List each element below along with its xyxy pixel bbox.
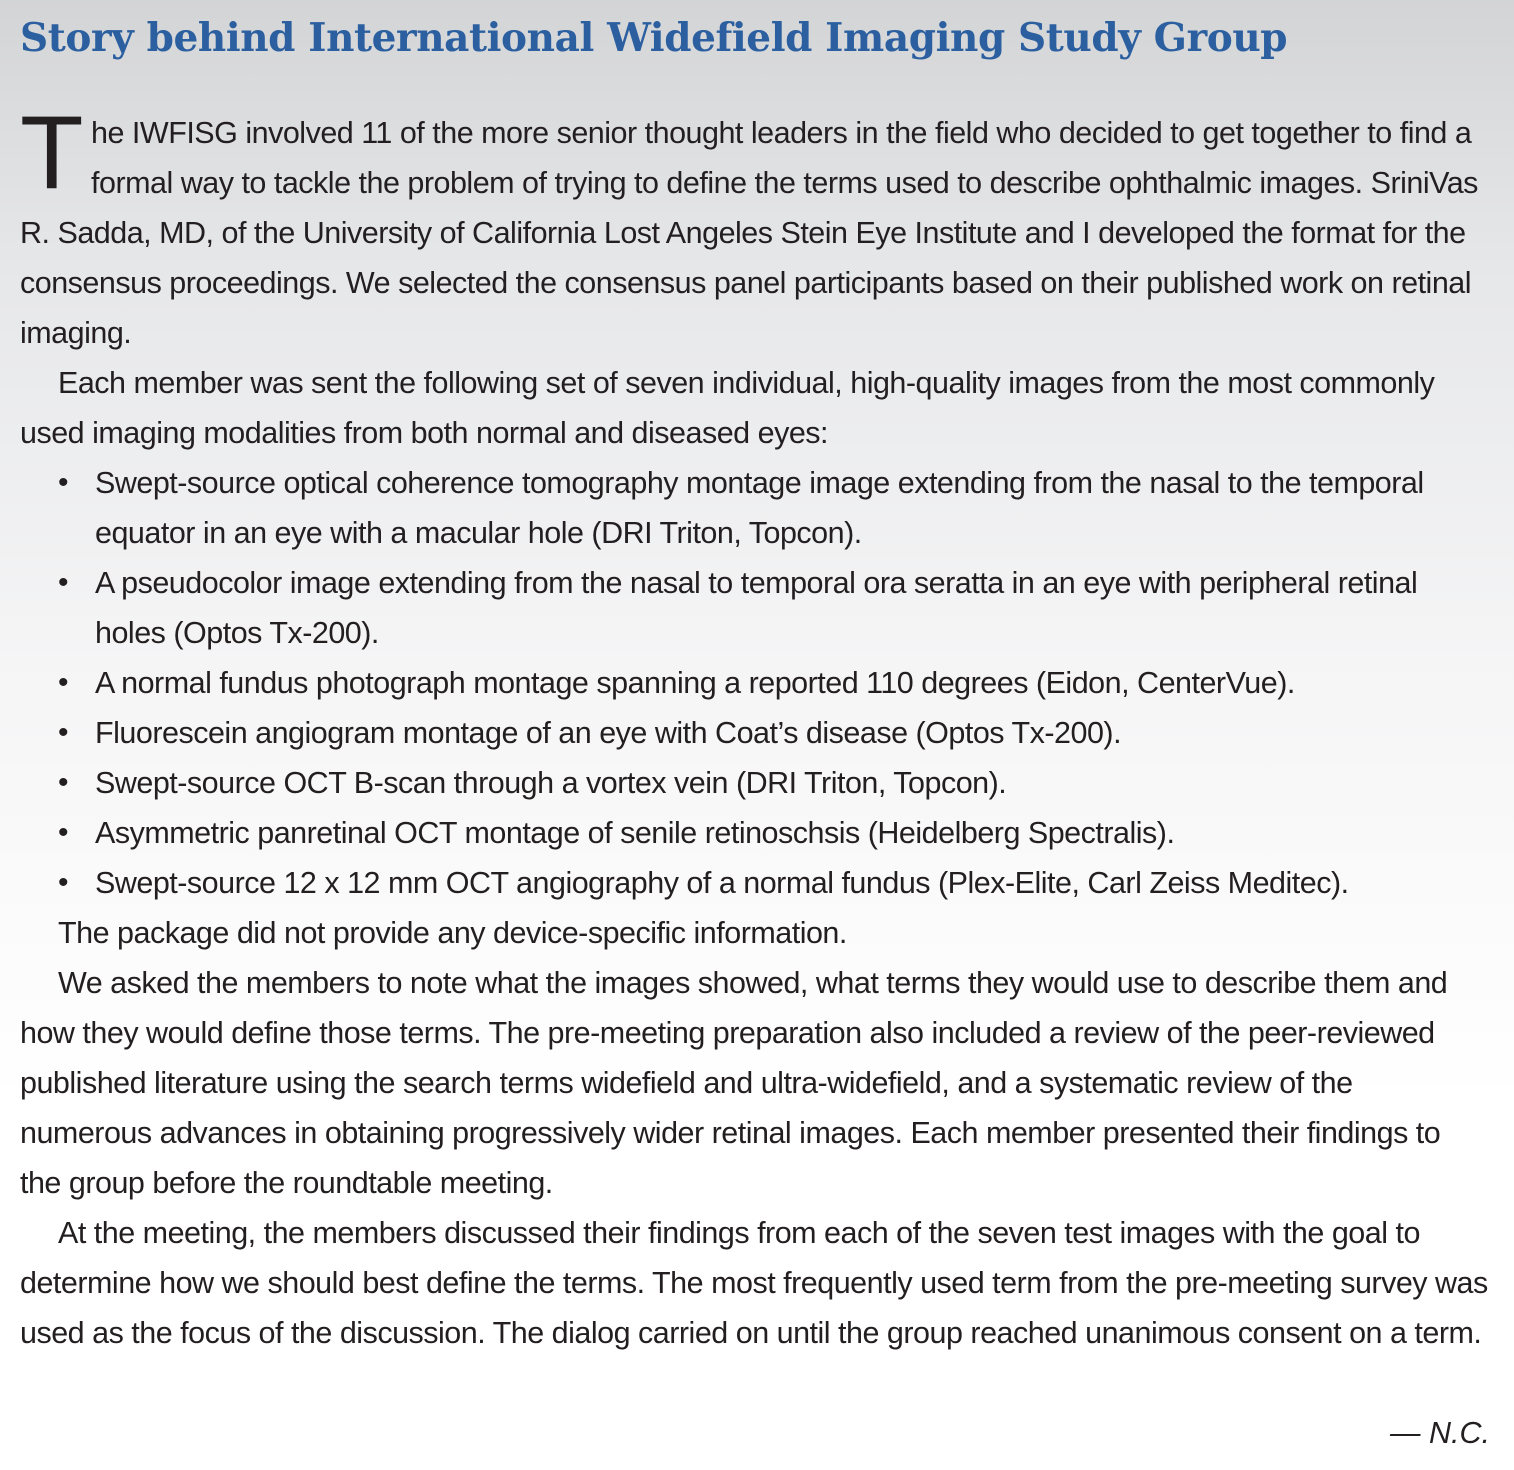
list-item: • Swept-source optical coherence tomography montage image extending from the nasal to the temporal equator in an eye with a macular hole (DRI Triton, Topcon). — [20, 458, 1488, 558]
images-intro-paragraph: Each member was sent the following set of seven individual, high-quality images from the most commonly used imaging modalities from both normal and diseased eyes: — [20, 366, 1435, 450]
article-body — [20, 95, 1488, 1358]
list-item: • Asymmetric panretinal OCT montage of senile retinoschsis (Heidelberg Spectralis). — [20, 808, 1488, 858]
list-item: • Swept-source 12 x 12 mm OCT angiography of a normal fundus (Plex-Elite, Carl Zeiss Meditec). — [20, 858, 1488, 908]
intro-paragraph — [20, 95, 1488, 358]
drop-cap: T — [20, 95, 84, 211]
image-list — [20, 458, 1488, 908]
bullet-icon: • — [58, 466, 69, 499]
bullet-icon: • — [58, 666, 69, 699]
bullet-icon: • — [58, 866, 69, 899]
package-paragraph: The package did not provide any device-specific information. — [58, 916, 847, 950]
bullet-icon: • — [58, 566, 69, 599]
bullet-icon: • — [58, 816, 69, 849]
box-title: Story behind International Widefield Imaging Study Group — [20, 15, 1288, 61]
list-item: • Fluorescein angiogram montage of an eye with Coat’s disease (Optos Tx-200). — [20, 708, 1488, 758]
list-item: • A pseudocolor image extending from the nasal to temporal ora seratta in an eye with peripheral retinal holes (Optos Tx-200). — [20, 558, 1488, 658]
method-paragraph: We asked the members to note what the images showed, what terms they would use to describe them and how they would define those terms. The pre-meeting preparation also included a review of the peer-reviewed published literature using the search terms widefield and ultra-widefield, and a systematic review of the numerous advances in obtaining progressively wider retinal images. Each member presented their findings to the group before the roundtable meeting. — [20, 966, 1448, 1200]
bullet-icon: • — [58, 716, 69, 749]
meeting-paragraph: At the meeting, the members discussed their findings from each of the seven test images with the goal to determine how we should best define the terms. The most frequently used term from the pre-meeting survey was used as the focus of the discussion. The dialog carried on until the group reached unanimous consent on a term. — [20, 1216, 1488, 1350]
bullet-icon: • — [58, 766, 69, 799]
list-item: • A normal fundus photograph montage spanning a reported 110 degrees (Eidon, CenterVue). — [20, 658, 1488, 708]
author-signature: — N.C. — [1390, 1416, 1490, 1450]
list-item: • Swept-source OCT B-scan through a vortex vein (DRI Triton, Topcon). — [20, 758, 1488, 808]
intro-paragraph-text: he IWFISG involved 11 of the more senior thought leaders in the field who decided to get together to find a formal way to tackle the problem of trying to define the terms used to describe ophthalmic images. SriniVas R. Sadda, MD, of the University of California Lost Angeles Stein Eye Institute and I developed the format for the consensus proceedings. We selected the consensus panel participants based on their published work on retinal imaging. — [20, 116, 1478, 350]
